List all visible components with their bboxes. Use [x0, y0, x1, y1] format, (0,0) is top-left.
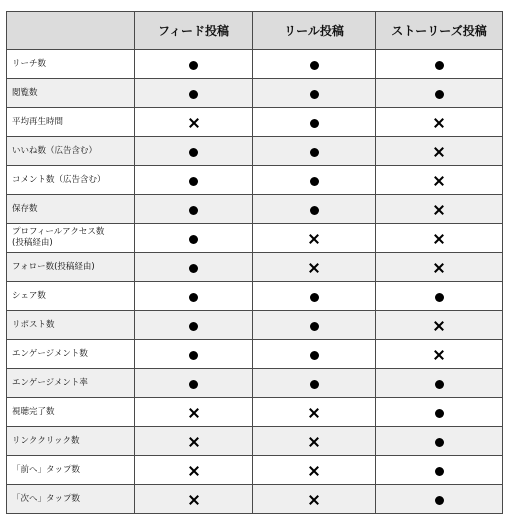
available-dot-icon	[189, 351, 198, 360]
unavailable-cross-icon	[189, 466, 199, 476]
cell-stories	[376, 427, 503, 456]
metric-label: 平均再生時間	[7, 108, 135, 137]
metric-label: 「次へ」タップ数	[7, 485, 135, 514]
unavailable-cross-icon	[309, 234, 319, 244]
cell-feed	[135, 456, 253, 485]
cell-stories	[376, 224, 503, 253]
available-dot-icon	[310, 351, 319, 360]
metric-label: いいね数（広告含む）	[7, 137, 135, 166]
metric-label: コメント数（広告含む）	[7, 166, 135, 195]
metric-label: エンゲージメント率	[7, 369, 135, 398]
unavailable-cross-icon	[434, 176, 444, 186]
available-dot-icon	[189, 90, 198, 99]
cell-feed	[135, 253, 253, 282]
cell-feed	[135, 224, 253, 253]
cell-feed	[135, 195, 253, 224]
header-corner-cell	[7, 12, 135, 50]
table-row	[7, 137, 503, 166]
table-row	[7, 427, 503, 456]
cell-stories	[376, 311, 503, 340]
cell-stories	[376, 340, 503, 369]
available-dot-icon	[310, 90, 319, 99]
available-dot-icon	[189, 148, 198, 157]
cell-stories	[376, 137, 503, 166]
unavailable-cross-icon	[434, 234, 444, 244]
metric-label: 「前へ」タップ数	[7, 456, 135, 485]
table-row	[7, 398, 503, 427]
table-row	[7, 50, 503, 79]
cell-stories	[376, 253, 503, 282]
available-dot-icon	[189, 322, 198, 331]
cell-feed	[135, 108, 253, 137]
available-dot-icon	[189, 235, 198, 244]
unavailable-cross-icon	[189, 495, 199, 505]
cell-stories	[376, 456, 503, 485]
metric-label: シェア数	[7, 282, 135, 311]
available-dot-icon	[189, 264, 198, 273]
table-row	[7, 340, 503, 369]
cell-reel	[253, 108, 376, 137]
metric-label: リポスト数	[7, 311, 135, 340]
unavailable-cross-icon	[434, 321, 444, 331]
unavailable-cross-icon	[309, 263, 319, 273]
cell-reel	[253, 398, 376, 427]
unavailable-cross-icon	[189, 118, 199, 128]
header-row	[7, 12, 503, 50]
metric-label: リーチ数	[7, 50, 135, 79]
available-dot-icon	[310, 61, 319, 70]
cell-feed	[135, 369, 253, 398]
cell-stories	[376, 369, 503, 398]
cell-reel	[253, 195, 376, 224]
available-dot-icon	[435, 467, 444, 476]
available-dot-icon	[189, 380, 198, 389]
unavailable-cross-icon	[434, 205, 444, 215]
unavailable-cross-icon	[434, 118, 444, 128]
metrics-comparison-table	[6, 11, 503, 514]
unavailable-cross-icon	[434, 263, 444, 273]
cell-reel	[253, 369, 376, 398]
cell-stories	[376, 50, 503, 79]
table-row	[7, 456, 503, 485]
unavailable-cross-icon	[434, 350, 444, 360]
available-dot-icon	[189, 206, 198, 215]
available-dot-icon	[435, 90, 444, 99]
cell-reel	[253, 456, 376, 485]
unavailable-cross-icon	[309, 408, 319, 418]
cell-feed	[135, 311, 253, 340]
table-body	[7, 50, 503, 514]
available-dot-icon	[310, 293, 319, 302]
available-dot-icon	[189, 61, 198, 70]
table-header	[7, 12, 503, 50]
table-row	[7, 195, 503, 224]
table-row	[7, 485, 503, 514]
cell-stories	[376, 282, 503, 311]
table-row	[7, 166, 503, 195]
cell-feed	[135, 50, 253, 79]
available-dot-icon	[310, 206, 319, 215]
cell-feed	[135, 79, 253, 108]
cell-stories	[376, 195, 503, 224]
available-dot-icon	[189, 293, 198, 302]
available-dot-icon	[310, 322, 319, 331]
cell-reel	[253, 224, 376, 253]
unavailable-cross-icon	[434, 147, 444, 157]
table-row	[7, 282, 503, 311]
comparison-table-wrapper	[6, 11, 503, 514]
unavailable-cross-icon	[189, 437, 199, 447]
cell-stories	[376, 108, 503, 137]
cell-feed	[135, 427, 253, 456]
available-dot-icon	[189, 177, 198, 186]
cell-reel	[253, 340, 376, 369]
available-dot-icon	[310, 148, 319, 157]
available-dot-icon	[435, 380, 444, 389]
cell-stories	[376, 166, 503, 195]
cell-reel	[253, 427, 376, 456]
available-dot-icon	[435, 438, 444, 447]
metric-label: プロフィールアクセス数 (投稿経由)	[7, 224, 135, 253]
table-row	[7, 311, 503, 340]
available-dot-icon	[435, 293, 444, 302]
cell-reel	[253, 166, 376, 195]
table-row	[7, 108, 503, 137]
cell-feed	[135, 485, 253, 514]
metric-label: フォロー数(投稿経由)	[7, 253, 135, 282]
cell-reel	[253, 137, 376, 166]
available-dot-icon	[310, 177, 319, 186]
metric-label: 視聴完了数	[7, 398, 135, 427]
available-dot-icon	[435, 496, 444, 505]
unavailable-cross-icon	[189, 408, 199, 418]
cell-feed	[135, 398, 253, 427]
header-feed-post: フィード投稿	[135, 12, 253, 50]
table-row	[7, 253, 503, 282]
unavailable-cross-icon	[309, 437, 319, 447]
available-dot-icon	[310, 119, 319, 128]
metric-label: リンククリック数	[7, 427, 135, 456]
cell-reel	[253, 79, 376, 108]
unavailable-cross-icon	[309, 466, 319, 476]
table-row	[7, 369, 503, 398]
cell-feed	[135, 340, 253, 369]
header-stories-post: ストーリーズ投稿	[376, 12, 503, 50]
cell-reel	[253, 282, 376, 311]
cell-stories	[376, 79, 503, 108]
metric-label: 保存数	[7, 195, 135, 224]
available-dot-icon	[310, 380, 319, 389]
cell-feed	[135, 282, 253, 311]
table-row	[7, 79, 503, 108]
table-row	[7, 224, 503, 253]
metric-label: 閲覧数	[7, 79, 135, 108]
cell-reel	[253, 485, 376, 514]
metric-label: エンゲージメント数	[7, 340, 135, 369]
cell-reel	[253, 253, 376, 282]
available-dot-icon	[435, 61, 444, 70]
cell-reel	[253, 50, 376, 79]
cell-feed	[135, 137, 253, 166]
cell-reel	[253, 311, 376, 340]
available-dot-icon	[435, 409, 444, 418]
unavailable-cross-icon	[309, 495, 319, 505]
cell-feed	[135, 166, 253, 195]
cell-stories	[376, 398, 503, 427]
cell-stories	[376, 485, 503, 514]
header-reel-post: リール投稿	[253, 12, 376, 50]
